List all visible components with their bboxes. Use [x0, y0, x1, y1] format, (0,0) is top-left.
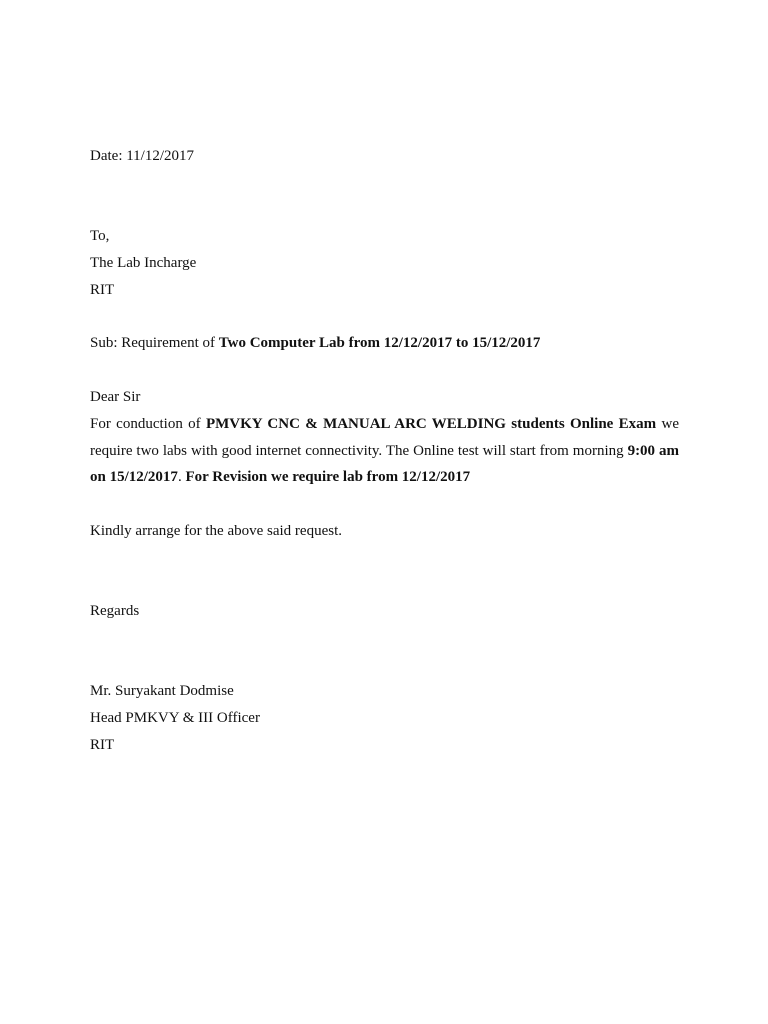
recipient-org: RIT: [90, 282, 115, 298]
body-l1-bold: PMVKY CNC & MANUAL ARC WELDING students Online Exam: [205, 416, 657, 432]
request-line: Kindly arrange for the above said request.: [90, 523, 342, 539]
body-line-2: [90, 441, 679, 461]
to-line: To,: [90, 228, 110, 244]
signer-title: Head PMKVY & III Officer: [90, 710, 260, 726]
salutation: Dear Sir: [90, 389, 141, 405]
body-l3-mid: .: [177, 469, 186, 485]
body-line-1: [90, 414, 679, 434]
body-l2-bold: 9:00 am: [627, 443, 679, 459]
date-line: Date: 11/12/2017: [90, 148, 195, 164]
closing: Regards: [90, 603, 140, 619]
body-l1-pre: For conduction of: [90, 416, 206, 432]
subject-prefix: Sub: Requirement of: [90, 335, 219, 351]
subject-line: [90, 333, 540, 353]
subject-bold: Two Computer Lab from 12/12/2017 to 15/12/2017: [218, 335, 541, 351]
signer-org: RIT: [90, 737, 115, 753]
body-l2-pre: require two labs with good internet connectivity. The Online test will start from morning: [90, 443, 628, 459]
body-l1-post: we: [656, 416, 679, 432]
body-l3-bold1: on 15/12/2017: [90, 469, 178, 485]
signer-name: Mr. Suryakant Dodmise: [90, 683, 234, 699]
recipient-title: The Lab Incharge: [90, 255, 197, 271]
body-l3-bold2: For Revision we require lab from 12/12/2017: [185, 469, 471, 485]
body-line-3: [90, 467, 470, 487]
